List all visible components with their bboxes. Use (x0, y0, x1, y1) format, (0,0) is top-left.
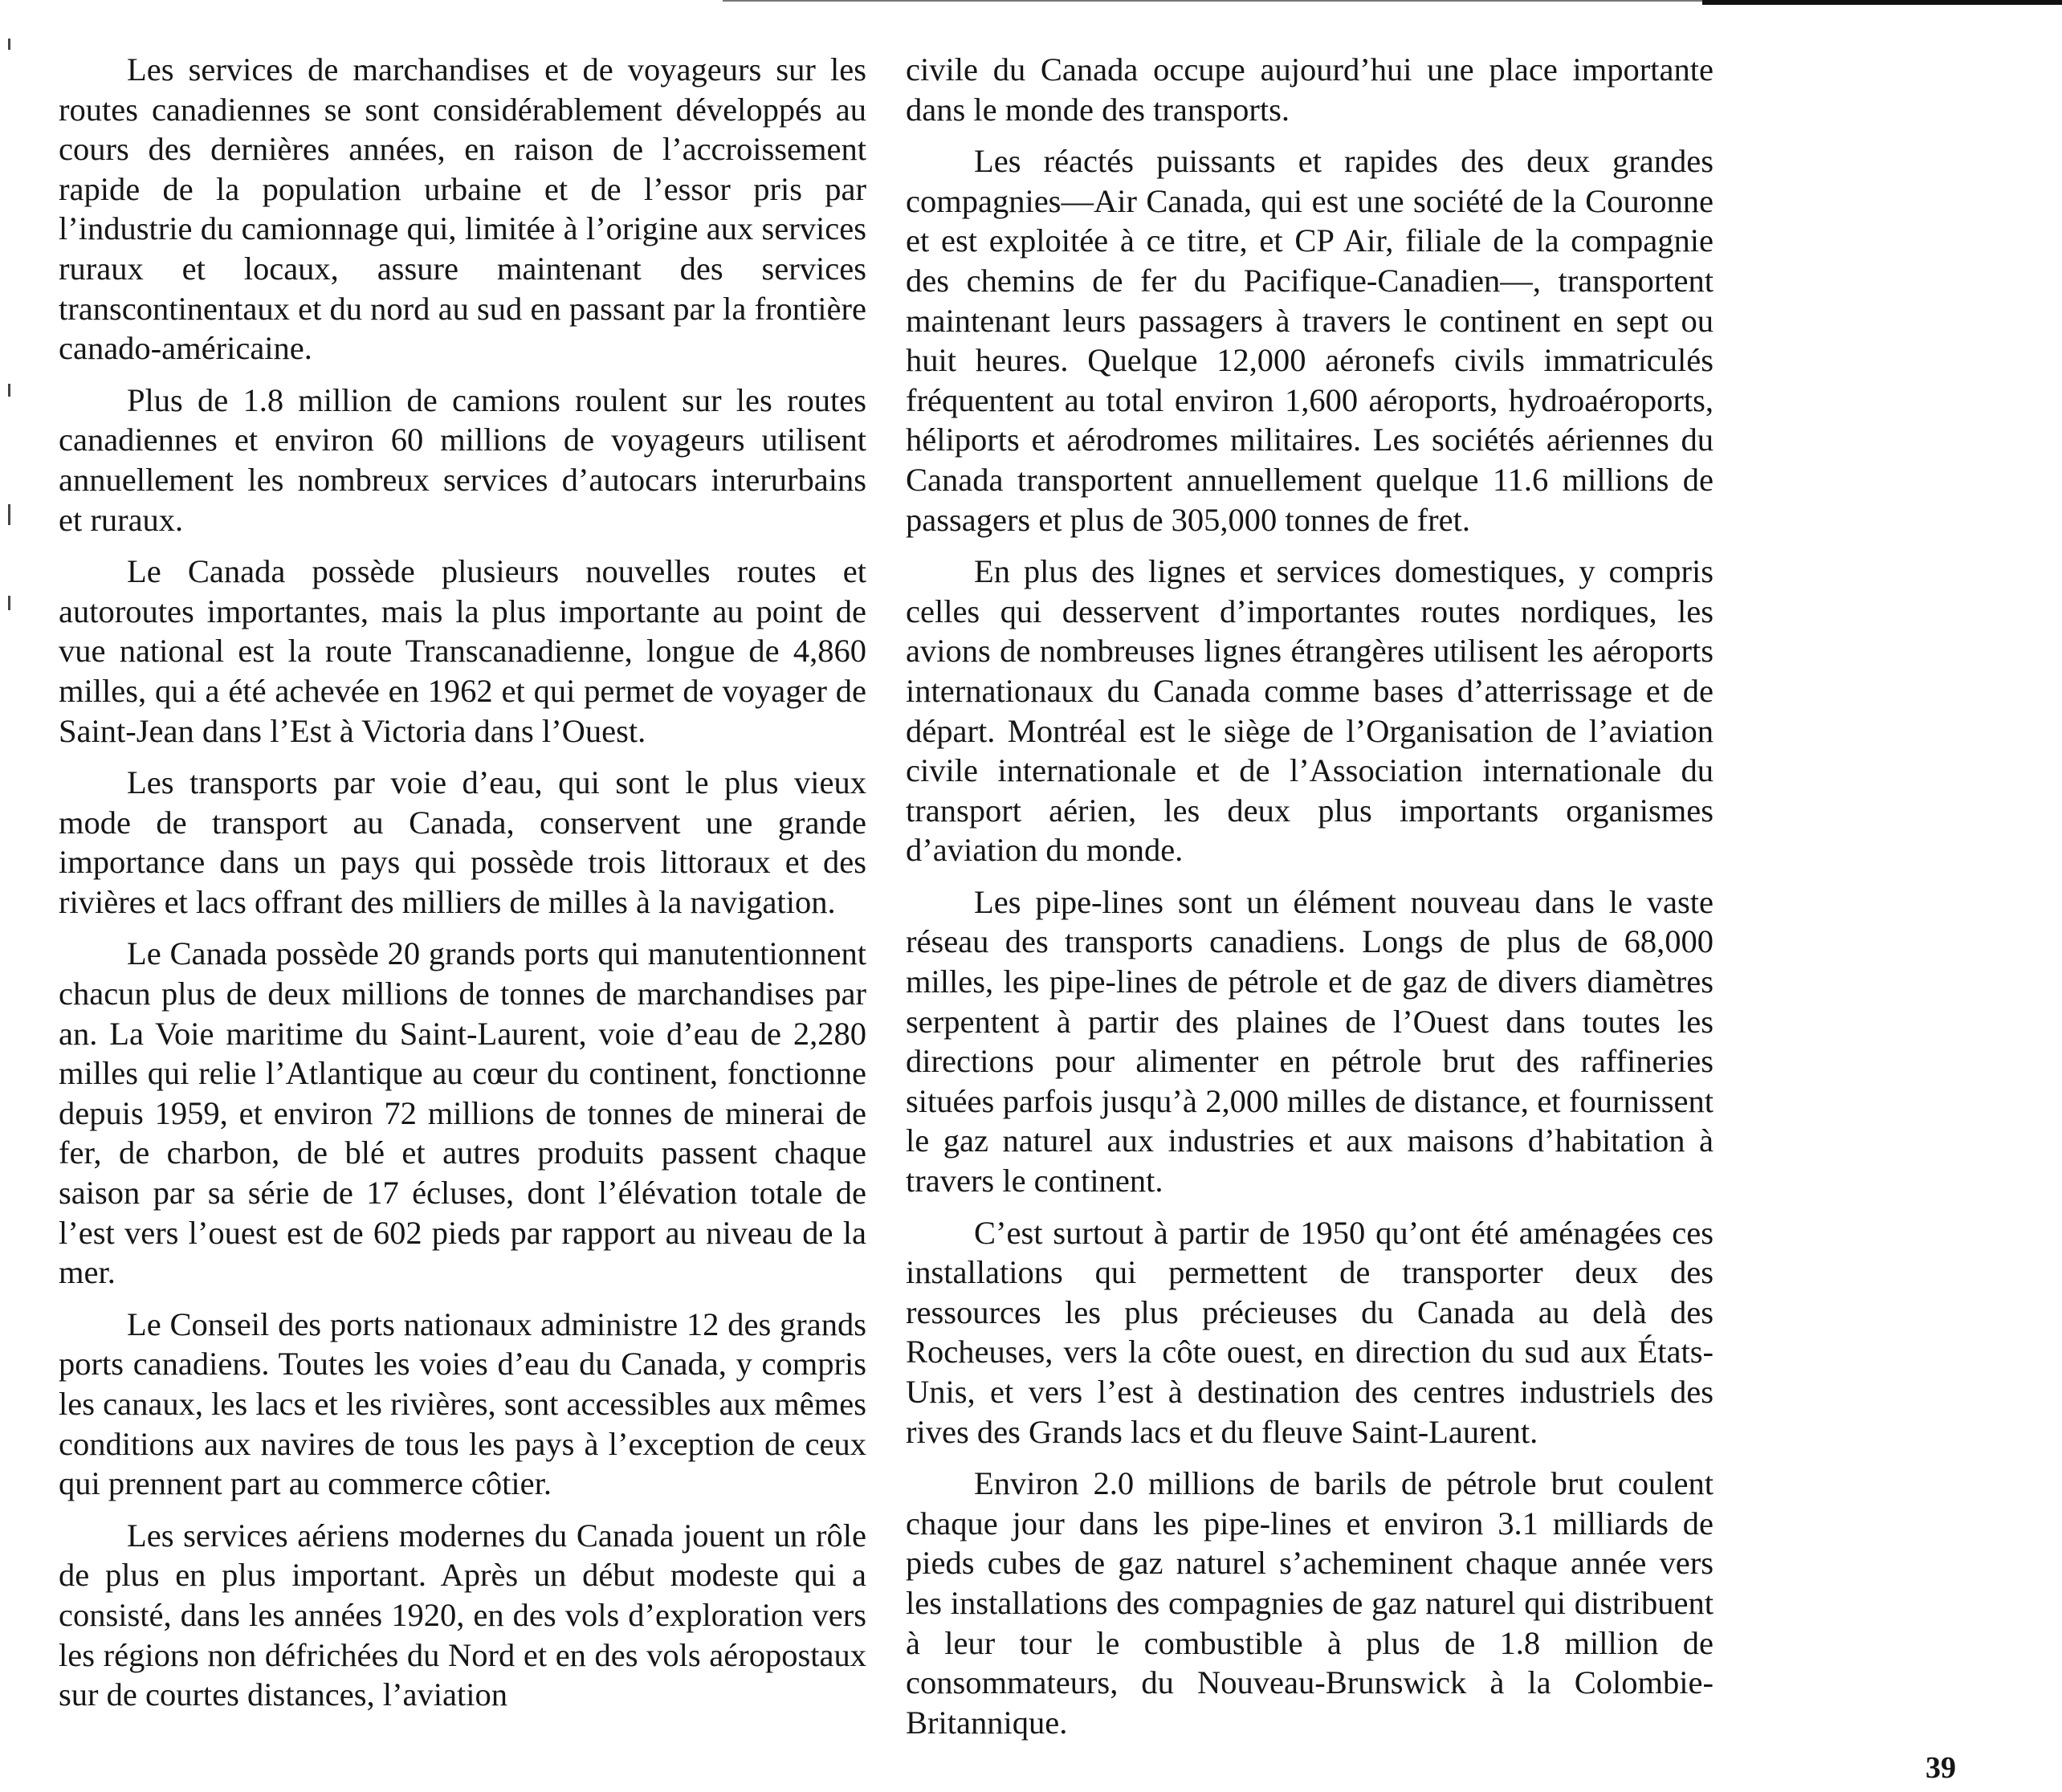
paragraph: Le Canada possède plusieurs nouvelles routes et autoroutes importantes, mais la plus importante au point de vue national est la route Transcanadienne, longue de 4,860 milles, qui a été achevée en 1962 et qui permet de voyager de Saint-Jean dans l’Est à Victoria dans l’Ouest. (59, 553, 866, 749)
left-column (59, 50, 866, 1715)
paragraph: Les services aériens modernes du Canada jouent un rôle de plus en plus important. Après un début modeste qui a consisté, dans les années 1920, en des vols d’exploration vers les régions non défrichées du Nord et en des vols aéropostaux sur de courtes distances, l’aviation (59, 1517, 866, 1713)
scan-mark (8, 596, 10, 610)
paragraph: Les réactés puissants et rapides des deux grandes compagnies—Air Canada, qui est une société de la Couronne et est exploitée à ce titre, et CP Air, filiale de la compagnie des chemins de fer du Pacifique-Canadien—, transportent maintenant leurs passagers à travers le continent en sept ou huit heures. Quelque 12,000 aéronefs civils immatriculés fréquentent au total environ 1,600 aéroports, hydroaéroports, héliports et aérodromes militaires. Les sociétés aériennes du Canada transportent annuellement quelque 11.6 millions de passagers et plus de 305,000 tonnes de fret. (906, 143, 1714, 538)
top-edge-rule (1702, 0, 2062, 5)
paragraph: C’est surtout à partir de 1950 qu’ont été aménagées ces installations qui permettent de transporter deux des ressources les plus précieuses du Canada au delà des Rocheuses, vers la côte ouest, en direction du sud aux États-Unis, et vers l’est à destination des centres industriels des rives des Grands lacs et du fleuve Saint-Laurent. (906, 1214, 1714, 1450)
paragraph: Les transports par voie d’eau, qui sont le plus vieux mode de transport au Canada, conservent une grande importance dans un pays qui possède trois littoraux et des rivières et lacs offrant des milliers de milles à la navigation. (59, 764, 866, 920)
paragraph: Le Canada possède 20 grands ports qui manutentionnent chacun plus de deux millions de tonnes de marchandises par an. La Voie maritime du Saint-Laurent, voie d’eau de 2,280 milles qui relie l’Atlantique au cœur du continent, fonctionne depuis 1959, et environ 72 millions de tonnes de minerai de fer, de charbon, de blé et autres produits passent chaque saison par sa série de 17 écluses, dont l’élévation totale de l’est vers l’ouest est de 602 pieds par rapport au niveau de la mer. (59, 935, 866, 1291)
paragraph: Les pipe-lines sont un élément nouveau dans le vaste réseau des transports canadiens. Longs de plus de 68,000 milles, les pipe-lines de pétrole et de gaz de divers diamètres serpentent à partir des plaines de l’Ouest dans toutes les directions pour alimenter en pétrole brut des raffineries situées parfois jusqu’à 2,000 milles de distance, et fournissent le gaz naturel aux industries et aux maisons d’habitation à travers le continent. (906, 883, 1714, 1199)
paragraph: Le Conseil des ports nationaux administre 12 des grands ports canadiens. Toutes les voies d’eau du Canada, y compris les canaux, les lacs et les rivières, sont accessibles aux mêmes conditions aux navires de tous les pays à l’exception de ceux qui prennent part au commerce côtier. (59, 1305, 866, 1502)
page-number: 39 (1925, 1751, 1956, 1785)
paragraph-continuation: civile du Canada occupe aujourd’hui une place importante dans le monde des transports. (906, 51, 1714, 128)
right-column (906, 50, 1714, 1742)
scan-mark (8, 504, 10, 525)
scan-mark (8, 384, 10, 397)
scan-mark (8, 39, 10, 50)
top-edge-line (723, 0, 1702, 2)
paragraph: Les services de marchandises et de voyageurs sur les routes canadiennes se sont considérablement développés au cours des dernières années, en raison de l’accroissement rapide de la population urbaine et de l’essor pris par l’industrie du camionnage qui, limitée à l’origine aux services ruraux et locaux, assure maintenant des services transcontinentaux et du nord au sud en passant par la frontière canado-américaine. (59, 51, 866, 367)
paragraph: Plus de 1.8 million de camions roulent sur les routes canadiennes et environ 60 millions de voyageurs utilisent annuellement les nombreux services d’autocars interurbains et ruraux. (59, 381, 866, 538)
paragraph: En plus des lignes et services domestiques, y compris celles qui desservent d’importantes routes nordiques, les avions de nombreuses lignes étrangères utilisent les aéroports internationaux du Canada comme bases d’atterrissage et de départ. Montréal est le siège de l’Organisation de l’aviation civile internationale et de l’Association internationale du transport aérien, les deux plus importants organismes d’aviation du monde. (906, 553, 1714, 869)
paragraph: Environ 2.0 millions de barils de pétrole brut coulent chaque jour dans les pipe-lines et environ 3.1 milliards de pieds cubes de gaz naturel s’acheminent chaque année vers les installations des compagnies de gaz naturel qui distribuent à leur tour le combustible à plus de 1.8 million de consommateurs, du Nouveau-Brunswick à la Colombie-Britannique. (906, 1465, 1714, 1741)
